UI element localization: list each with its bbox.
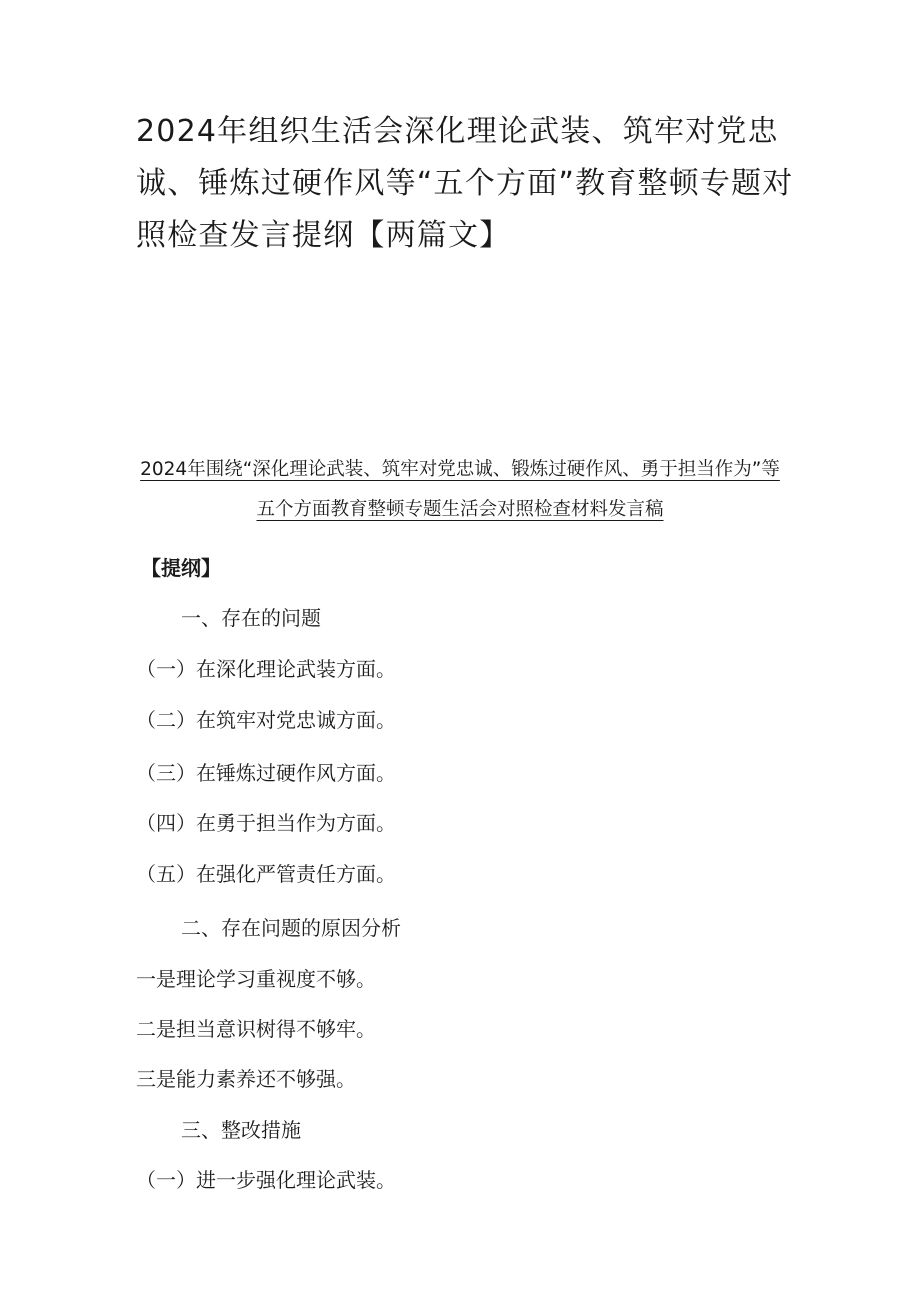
section-heading-measures: 三、整改措施: [181, 1118, 301, 1142]
section-heading-problems: 一、存在的问题: [181, 606, 321, 630]
list-item: （一）进一步强化理论武装。: [136, 1168, 396, 1192]
list-item: （一）在深化理论武装方面。: [136, 657, 396, 681]
outline-label: 【提纲】: [141, 556, 221, 580]
section-heading-causes: 二、存在问题的原因分析: [181, 916, 401, 940]
list-item: 三是能力素养还不够强。: [136, 1067, 356, 1091]
list-item: （五）在强化严管责任方面。: [136, 862, 396, 886]
list-item: （二）在筑牢对党忠诚方面。: [136, 708, 396, 732]
document-subtitle: 2024年围绕“深化理论武装、筑牢对党忠诚、锻炼过硬作风、勇于担当作为”等五个方面教育整顿专题生活会对照检查材料发言稿: [140, 459, 780, 520]
list-item: 一是理论学习重视度不够。: [136, 967, 376, 991]
list-item: （三）在锤炼过硬作风方面。: [136, 761, 396, 785]
document-title: 2024年组织生活会深化理论武装、筑牢对党忠诚、锤炼过硬作风等“五个方面”教育整顿专题对照检查发言提纲【两篇文】: [136, 114, 794, 253]
list-item: 二是担当意识树得不够牢。: [136, 1017, 376, 1041]
list-item: （四）在勇于担当作为方面。: [136, 811, 396, 835]
